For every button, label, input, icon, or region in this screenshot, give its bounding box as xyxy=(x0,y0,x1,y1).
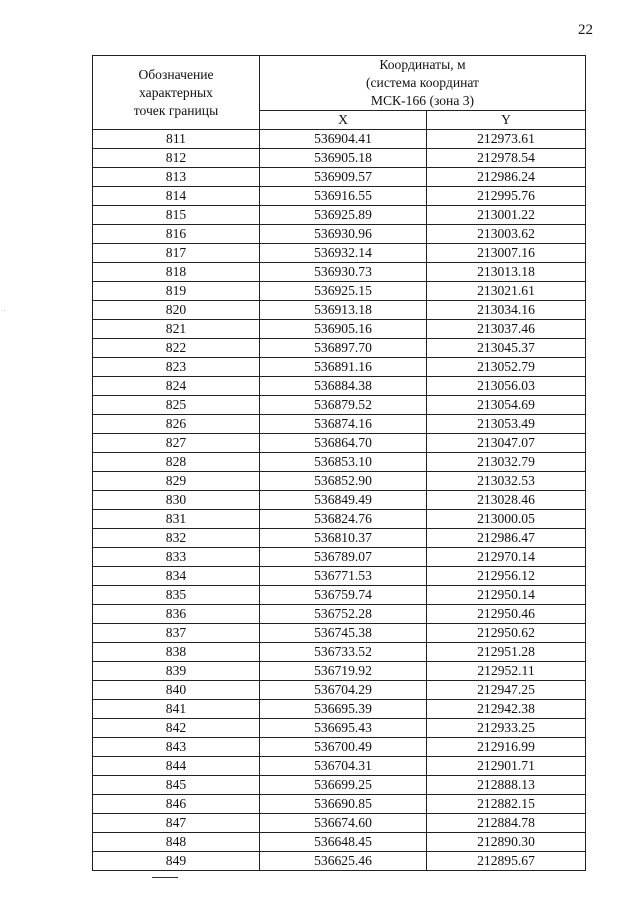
point-id-cell: 829 xyxy=(93,472,260,491)
table-row xyxy=(93,187,586,206)
table-row xyxy=(93,263,586,282)
y-coordinate-cell: 212916.99 xyxy=(427,738,586,757)
y-coordinate-cell: 212986.47 xyxy=(427,529,586,548)
table-row xyxy=(93,757,586,776)
point-id-cell: 841 xyxy=(93,700,260,719)
y-coordinate-cell: 213053.49 xyxy=(427,415,586,434)
table-row xyxy=(93,605,586,624)
y-coordinate-cell: 212978.54 xyxy=(427,149,586,168)
x-coordinate-cell: 536810.37 xyxy=(260,529,427,548)
x-coordinate-cell: 536733.52 xyxy=(260,643,427,662)
point-id-cell: 827 xyxy=(93,434,260,453)
point-id-cell: 839 xyxy=(93,662,260,681)
x-coordinate-cell: 536909.57 xyxy=(260,168,427,187)
table-row xyxy=(93,396,586,415)
table-row xyxy=(93,434,586,453)
point-id-cell: 820 xyxy=(93,301,260,320)
point-id-cell: 821 xyxy=(93,320,260,339)
y-coordinate-cell: 213054.69 xyxy=(427,396,586,415)
table-row xyxy=(93,130,586,149)
footer-line xyxy=(152,877,178,878)
x-coordinate-cell: 536930.96 xyxy=(260,225,427,244)
y-coordinate-cell: 212901.71 xyxy=(427,757,586,776)
x-coordinate-cell: 536674.60 xyxy=(260,814,427,833)
y-coordinate-cell: 212888.13 xyxy=(427,776,586,795)
point-header-line: точек границы xyxy=(133,102,219,118)
point-id-cell: 842 xyxy=(93,719,260,738)
x-coordinate-cell: 536759.74 xyxy=(260,586,427,605)
table-row xyxy=(93,301,586,320)
point-id-cell: 845 xyxy=(93,776,260,795)
point-id-cell: 846 xyxy=(93,795,260,814)
table-row xyxy=(93,624,586,643)
y-coordinate-cell: 213037.46 xyxy=(427,320,586,339)
coords-header-line: (система координат xyxy=(366,75,479,90)
table-row xyxy=(93,776,586,795)
point-header-line: Обозначение xyxy=(138,66,214,82)
y-coordinate-cell: 212950.14 xyxy=(427,586,586,605)
coords-header-line: МСК-166 (зона 3) xyxy=(370,93,475,108)
x-coordinate-cell: 536625.46 xyxy=(260,852,427,871)
table-row xyxy=(93,662,586,681)
point-id-cell: 828 xyxy=(93,453,260,472)
x-coordinate-cell: 536904.41 xyxy=(260,130,427,149)
table-row xyxy=(93,738,586,757)
point-id-cell: 822 xyxy=(93,339,260,358)
point-id-cell: 823 xyxy=(93,358,260,377)
y-coordinate-cell: 212950.46 xyxy=(427,605,586,624)
table-row xyxy=(93,491,586,510)
x-coordinate-cell: 536745.38 xyxy=(260,624,427,643)
point-id-cell: 814 xyxy=(93,187,260,206)
x-coordinate-cell: 536704.31 xyxy=(260,757,427,776)
y-coordinate-cell: 212895.67 xyxy=(427,852,586,871)
y-coordinate-cell: 213034.16 xyxy=(427,301,586,320)
table-row xyxy=(93,206,586,225)
point-id-cell: 844 xyxy=(93,757,260,776)
x-coordinate-cell: 536752.28 xyxy=(260,605,427,624)
point-id-cell: 832 xyxy=(93,529,260,548)
y-coordinate-cell: 213052.79 xyxy=(427,358,586,377)
point-id-cell: 849 xyxy=(93,852,260,871)
page-number: 22 xyxy=(578,22,593,38)
point-id-cell: 848 xyxy=(93,833,260,852)
point-id-cell: 824 xyxy=(93,377,260,396)
point-id-cell: 831 xyxy=(93,510,260,529)
point-designation-header xyxy=(93,56,260,130)
point-id-cell: 825 xyxy=(93,396,260,415)
y-coordinate-cell: 212986.24 xyxy=(427,168,586,187)
x-coordinate-cell: 536849.49 xyxy=(260,491,427,510)
x-coordinate-cell: 536771.53 xyxy=(260,567,427,586)
table-row xyxy=(93,244,586,263)
table-row xyxy=(93,415,586,434)
coordinates-table xyxy=(92,55,586,871)
table-row xyxy=(93,643,586,662)
point-id-cell: 830 xyxy=(93,491,260,510)
table-body xyxy=(93,130,586,871)
table-row xyxy=(93,168,586,187)
table-row xyxy=(93,358,586,377)
x-coordinate-cell: 536700.49 xyxy=(260,738,427,757)
x-coordinate-cell: 536913.18 xyxy=(260,301,427,320)
table-row xyxy=(93,548,586,567)
point-id-cell: 843 xyxy=(93,738,260,757)
y-coordinate-cell: 212995.76 xyxy=(427,187,586,206)
x-coordinate-cell: 536824.76 xyxy=(260,510,427,529)
point-id-cell: 813 xyxy=(93,168,260,187)
x-coordinate-cell: 536699.25 xyxy=(260,776,427,795)
x-column-header: X xyxy=(260,111,427,130)
y-coordinate-cell: 212947.25 xyxy=(427,681,586,700)
y-coordinate-cell: 212884.78 xyxy=(427,814,586,833)
x-coordinate-cell: 536884.38 xyxy=(260,377,427,396)
y-column-header: Y xyxy=(427,111,586,130)
x-coordinate-cell: 536704.29 xyxy=(260,681,427,700)
margin-mark xyxy=(4,310,5,311)
x-coordinate-cell: 536930.73 xyxy=(260,263,427,282)
table-row xyxy=(93,225,586,244)
point-id-cell: 812 xyxy=(93,149,260,168)
y-coordinate-cell: 213032.53 xyxy=(427,472,586,491)
table-row xyxy=(93,377,586,396)
x-coordinate-cell: 536648.45 xyxy=(260,833,427,852)
point-id-cell: 840 xyxy=(93,681,260,700)
y-coordinate-cell: 212950.62 xyxy=(427,624,586,643)
x-coordinate-cell: 536932.14 xyxy=(260,244,427,263)
x-coordinate-cell: 536695.43 xyxy=(260,719,427,738)
table-row xyxy=(93,681,586,700)
coordinates-header xyxy=(260,56,586,111)
x-coordinate-cell: 536789.07 xyxy=(260,548,427,567)
x-coordinate-cell: 536852.90 xyxy=(260,472,427,491)
table-row xyxy=(93,795,586,814)
y-coordinate-cell: 212970.14 xyxy=(427,548,586,567)
y-coordinate-cell: 212951.28 xyxy=(427,643,586,662)
y-coordinate-cell: 212973.61 xyxy=(427,130,586,149)
y-coordinate-cell: 212890.30 xyxy=(427,833,586,852)
y-coordinate-cell: 212952.11 xyxy=(427,662,586,681)
x-coordinate-cell: 536853.10 xyxy=(260,453,427,472)
x-coordinate-cell: 536916.55 xyxy=(260,187,427,206)
table-row xyxy=(93,453,586,472)
table-row xyxy=(93,472,586,491)
y-coordinate-cell: 213003.62 xyxy=(427,225,586,244)
point-id-cell: 838 xyxy=(93,643,260,662)
point-id-cell: 811 xyxy=(93,130,260,149)
x-coordinate-cell: 536891.16 xyxy=(260,358,427,377)
x-coordinate-cell: 536864.70 xyxy=(260,434,427,453)
point-id-cell: 835 xyxy=(93,586,260,605)
table-row xyxy=(93,700,586,719)
x-coordinate-cell: 536925.89 xyxy=(260,206,427,225)
table-row xyxy=(93,149,586,168)
y-coordinate-cell: 213000.05 xyxy=(427,510,586,529)
y-coordinate-cell: 213032.79 xyxy=(427,453,586,472)
point-id-cell: 826 xyxy=(93,415,260,434)
table-row xyxy=(93,719,586,738)
point-id-cell: 815 xyxy=(93,206,260,225)
table-row xyxy=(93,529,586,548)
x-coordinate-cell: 536690.85 xyxy=(260,795,427,814)
table-row xyxy=(93,586,586,605)
y-coordinate-cell: 213028.46 xyxy=(427,491,586,510)
y-coordinate-cell: 213001.22 xyxy=(427,206,586,225)
point-id-cell: 818 xyxy=(93,263,260,282)
table-row xyxy=(93,814,586,833)
y-coordinate-cell: 212933.25 xyxy=(427,719,586,738)
x-coordinate-cell: 536905.16 xyxy=(260,320,427,339)
x-coordinate-cell: 536925.15 xyxy=(260,282,427,301)
y-coordinate-cell: 213007.16 xyxy=(427,244,586,263)
x-coordinate-cell: 536897.70 xyxy=(260,339,427,358)
y-coordinate-cell: 212942.38 xyxy=(427,700,586,719)
table-row xyxy=(93,339,586,358)
y-coordinate-cell: 212882.15 xyxy=(427,795,586,814)
x-coordinate-cell: 536719.92 xyxy=(260,662,427,681)
point-id-cell: 847 xyxy=(93,814,260,833)
point-id-cell: 837 xyxy=(93,624,260,643)
table-row xyxy=(93,320,586,339)
y-coordinate-cell: 213013.18 xyxy=(427,263,586,282)
y-coordinate-cell: 213056.03 xyxy=(427,377,586,396)
y-coordinate-cell: 212956.12 xyxy=(427,567,586,586)
y-coordinate-cell: 213047.07 xyxy=(427,434,586,453)
x-coordinate-cell: 536695.39 xyxy=(260,700,427,719)
x-coordinate-cell: 536874.16 xyxy=(260,415,427,434)
point-id-cell: 836 xyxy=(93,605,260,624)
x-coordinate-cell: 536879.52 xyxy=(260,396,427,415)
table-row xyxy=(93,567,586,586)
table-row xyxy=(93,510,586,529)
table-header xyxy=(93,56,586,130)
coords-header-line: Координаты, м xyxy=(379,57,466,72)
point-id-cell: 834 xyxy=(93,567,260,586)
x-coordinate-cell: 536905.18 xyxy=(260,149,427,168)
point-id-cell: 819 xyxy=(93,282,260,301)
point-id-cell: 817 xyxy=(93,244,260,263)
table-row xyxy=(93,833,586,852)
y-coordinate-cell: 213045.37 xyxy=(427,339,586,358)
point-header-line: характерных xyxy=(139,84,213,100)
table-row xyxy=(93,852,586,871)
y-coordinate-cell: 213021.61 xyxy=(427,282,586,301)
point-id-cell: 833 xyxy=(93,548,260,567)
table-row xyxy=(93,282,586,301)
point-id-cell: 816 xyxy=(93,225,260,244)
